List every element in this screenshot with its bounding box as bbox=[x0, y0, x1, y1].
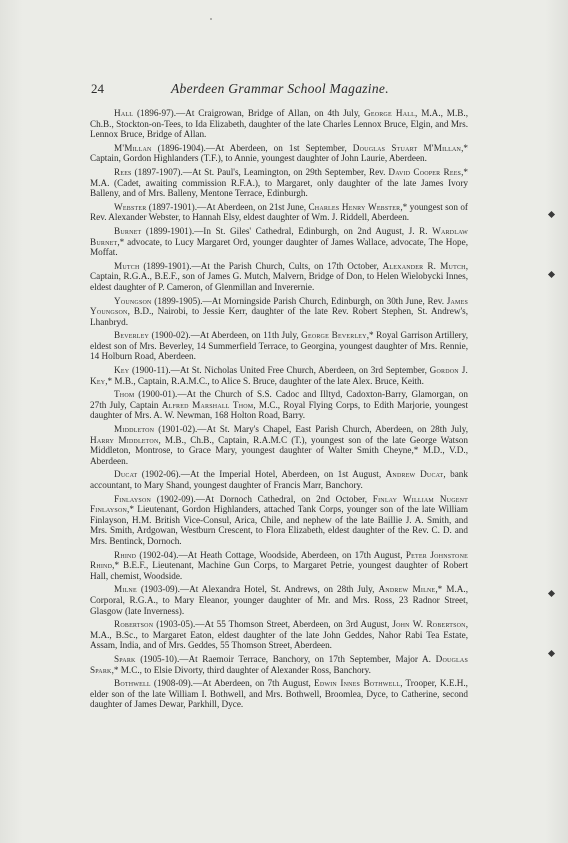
marriage-entry bbox=[90, 494, 468, 547]
entry-surname: Youngson bbox=[114, 295, 152, 306]
entry-groom-name: Alfred Marshall Thom bbox=[161, 399, 254, 410]
entry-groom-name: Andrew Ducat bbox=[385, 469, 444, 480]
entry-text: (1899-1901).—In St. Giles' Cathedral, Edinburgh, on 2nd August, J. R. bbox=[141, 225, 433, 236]
entry-surname: Webster bbox=[114, 201, 147, 212]
marriage-entry bbox=[90, 167, 468, 199]
entry-details: , M.B., Ch.B., Captain, R.A.M.C (T.), youngest son of the late George Watson Middleton, Montrose, to Grace Mary, youngest daughter of Walter Smith Cheyne,* M.D., V.D., Aberdeen. bbox=[90, 434, 468, 466]
entry-surname: Rhind bbox=[114, 549, 137, 560]
marriage-entry bbox=[90, 424, 468, 466]
entry-details: ,* B.E.F., Lieutenant, Machine Gun Corps, to Margaret Petrie, youngest daughter of Robert Hall, chemist, Woodside. bbox=[90, 560, 468, 581]
entry-groom-name: Finlay William Nugent Finlayson bbox=[90, 493, 469, 515]
entry-text: (1902-04).—At Heath Cottage, Woodside, Aberdeen, on 17th August, bbox=[136, 549, 406, 560]
entry-details: , Trooper, K.E.H., elder son of the late William I. Bothwell, and Mrs. Bothwell, Broomlea, Dyce, to Catherine, second daughter of James Dewar, Parkhill, Dyce. bbox=[90, 678, 468, 710]
entry-groom-name: George Beverley bbox=[301, 330, 367, 341]
entry-groom-name: Wardlaw Burnet bbox=[90, 225, 468, 247]
entry-text: (1896-97).—At Craigrowan, Bridge of Allan, on 4th July, bbox=[133, 108, 364, 118]
margin-mark bbox=[548, 650, 555, 657]
entry-text: (1903-05).—At 55 Thomson Street, Aberdeen, on 3rd August, bbox=[153, 619, 393, 630]
entry-surname: Burnet bbox=[114, 225, 142, 236]
entry-text: (1900-02).—At Aberdeen, on 11th July, bbox=[149, 330, 302, 341]
marriage-entry bbox=[90, 619, 468, 651]
entry-details: , Captain, R.G.A., B.E.F., son of James G. Mutch, Malvern, Bridge of Don, to Helen Wielobycki Innes, eldest daughter of P. Cameron, of Glenmillan and Inverernie. bbox=[90, 260, 468, 292]
entry-text: (1896-1904).—At Aberdeen, on 1st September, bbox=[151, 142, 353, 153]
marriage-entry bbox=[90, 108, 468, 140]
entry-groom-name: Charles Henry Webster bbox=[308, 201, 401, 212]
entry-details: , M.A., M.B., Ch.B., Stockton-on-Tees, to Ida Elizabeth, daughter of the late Charles Lennox Bruce, Elgin, and Mrs. Lennox Bruce, Bridge of Allan. bbox=[90, 108, 468, 140]
marriage-entry bbox=[90, 469, 468, 490]
entry-groom-name: Edwin Innes Bothwell bbox=[314, 678, 401, 689]
entry-text: (1901-02).—At St. Mary's Chapel, East Parish Church, Aberdeen, on 28th July, bbox=[154, 424, 468, 435]
entry-details: , M.A., B.Sc., to Margaret Eaton, eldest daughter of the late John Geddes, Nahor Rabi Tea Estate, Assam, India, and of Mrs. Geddes, 55 Thomson Street, Aberdeen. bbox=[90, 619, 468, 651]
marriage-entry bbox=[90, 584, 468, 616]
marriage-entry bbox=[90, 550, 468, 582]
margin-mark bbox=[548, 211, 555, 218]
entry-groom-name: Gordon J. Key bbox=[90, 365, 468, 386]
entry-text: (1905-10).—At Raemoir Terrace, Banchory, on 17th September, Major A. bbox=[135, 653, 436, 664]
marriage-entry bbox=[90, 678, 468, 710]
entry-surname: Finlayson bbox=[114, 493, 152, 504]
entry-details: ,* Royal Garrison Artillery, eldest son of Mrs. Beverley, 14 Summerfield Terrace, to Georgina, youngest daughter of Mrs. Rennie, 14 Holburn Road, Aberdeen. bbox=[90, 330, 469, 362]
entry-groom-name: Peter Johnstone Rhind bbox=[90, 549, 468, 571]
entry-surname: Key bbox=[114, 365, 130, 376]
entry-groom-name: Harry Middleton bbox=[90, 434, 159, 445]
entry-details: ,* M.A., Corporal, R.G.A., to Mary Eleanor, younger daughter of Mr. and Mrs. Ross, 23 Radnor Street, Glasgow (late Inverness). bbox=[90, 584, 468, 616]
entry-details: ,* M.C., to Elsie Divorty, third daughter of Alexander Ross, Banchory. bbox=[111, 664, 371, 675]
entry-text: (1899-1905).—At Morningside Parish Church, Edinburgh, on 30th June, Rev. bbox=[151, 295, 447, 306]
entry-groom-name: Alexander R. Mutch bbox=[382, 260, 466, 271]
entry-details: ,* M.B., Captain, R.A.M.C., to Alice S. Bruce, daughter of the late Alex. Bruce, Keith. bbox=[105, 375, 424, 386]
entry-groom-name: George Hall bbox=[364, 108, 416, 118]
marriage-entry bbox=[90, 654, 468, 675]
margin-mark bbox=[548, 271, 555, 278]
entry-groom-name: Douglas Stuart M'Millan bbox=[352, 142, 462, 153]
running-title: Aberdeen Grammar School Magazine. bbox=[171, 81, 389, 96]
entry-details: ,* Captain, Gordon Highlanders (T.F.), to Annie, youngest daughter of John Laurie, Aberdeen. bbox=[90, 142, 468, 164]
marriage-entry bbox=[90, 365, 468, 386]
marriage-entry bbox=[90, 330, 468, 362]
entry-groom-name: Andrew Milne bbox=[378, 584, 436, 595]
page-number: 24 bbox=[91, 81, 104, 96]
entry-surname: Mutch bbox=[114, 260, 140, 271]
entry-text: (1902-06).—At the Imperial Hotel, Aberdeen, on 1st August, bbox=[137, 469, 386, 480]
marriage-entry bbox=[90, 226, 468, 258]
page-header bbox=[91, 81, 471, 99]
marriage-entry bbox=[90, 296, 468, 328]
entry-details: ,* youngest son of Rev. Alexander Webster, to Hannah Elsy, eldest daughter of Wm. J. Riddell, Aberdeen. bbox=[90, 201, 468, 223]
entry-text: (1897-1901).—At Aberdeen, on 21st June, bbox=[146, 201, 309, 212]
entry-groom-name: James Youngson bbox=[90, 295, 468, 317]
marriage-entry bbox=[90, 202, 468, 223]
entry-text: (1903-09).—At Alexandra Hotel, St. Andrews, on 28th July, bbox=[136, 584, 379, 595]
entry-surname: M'Millan bbox=[114, 142, 152, 153]
marriage-notices bbox=[90, 108, 468, 713]
entry-details: ,* M.A. (Cadet, awaiting commission R.F.A.), to Margaret, only daughter of the late James Ivory Balleny, and of Mrs. Balleny, Mentone Terrace, Edinburgh. bbox=[90, 166, 468, 199]
entry-surname: Robertson bbox=[114, 619, 154, 630]
entry-surname: Thom bbox=[114, 389, 135, 400]
entry-groom-name: John W. Robertson bbox=[392, 619, 466, 630]
entry-details: ,* advocate, to Lucy Margaret Ord, younger daughter of James Wallace, advocate, The Hope, Moffat. bbox=[90, 236, 468, 258]
entry-groom-name: Douglas Spark bbox=[90, 653, 468, 675]
entry-surname: Beverley bbox=[114, 330, 150, 341]
entry-details: ,* Lieutenant, Gordon Highlanders, attached Tank Corps, younger son of the late William Finlayson, H.M. British Vice-Consul, Arica, Chile, and nephew of the late Baillie J. A. Smith, and Mrs. Smith, Ardgowan, Westburn Crescent, to Flora Elizabeth, eldest daughter of the Rev. C. D. and Mrs. Bentinck, Dornoch. bbox=[90, 504, 468, 546]
entry-surname: Rees bbox=[114, 166, 132, 177]
entry-text: (1899-1901).—At the Parish Church, Cults, on 17th October, bbox=[139, 260, 383, 271]
entry-details: , bank accountant, to Mary Shand, youngest daughter of Francis Marr, Banchory. bbox=[90, 469, 468, 490]
margin-mark bbox=[548, 590, 555, 597]
binding-mark bbox=[210, 18, 212, 20]
marriage-entry bbox=[90, 143, 468, 164]
entry-groom-name: David Cooper Rees bbox=[388, 166, 462, 177]
entry-text: (1902-09).—At Dornoch Cathedral, on 2nd October, bbox=[151, 493, 373, 504]
marriage-entry bbox=[90, 389, 468, 421]
marriage-entry bbox=[90, 261, 468, 293]
entry-details: , M.C., Royal Flying Corps, to Edith Marjorie, youngest daughter of Mrs. A. W. Newman, 168 Holton Road, Barry. bbox=[90, 399, 469, 421]
entry-surname: Middleton bbox=[114, 424, 155, 435]
entry-text: (1897-1907).—At St. Paul's, Leamington, on 29th September, Rev. bbox=[131, 166, 389, 177]
entry-surname: Hall bbox=[114, 108, 134, 118]
entry-surname: Bothwell bbox=[114, 678, 151, 689]
entry-text: (1900-11).—At St. Nicholas United Free Church, Aberdeen, on 3rd September, bbox=[129, 365, 430, 376]
entry-surname: Ducat bbox=[114, 469, 138, 480]
entry-text: (1908-09).—At Aberdeen, on 7th August, bbox=[150, 678, 315, 689]
entry-details: , B.D., Nairobi, to Jessie Kerr, daughter of the late Rev. Robert Stephen, St. Andrew's, Lhanbryd. bbox=[90, 306, 468, 327]
entry-surname: Milne bbox=[114, 584, 137, 595]
entry-text: (1900-01).—At the Church of S.S. Cadoc and Illtyd, Cadoxton-Barry, Glamorgan, on 27th July, Captain bbox=[90, 389, 468, 410]
entry-surname: Spark bbox=[114, 653, 136, 664]
